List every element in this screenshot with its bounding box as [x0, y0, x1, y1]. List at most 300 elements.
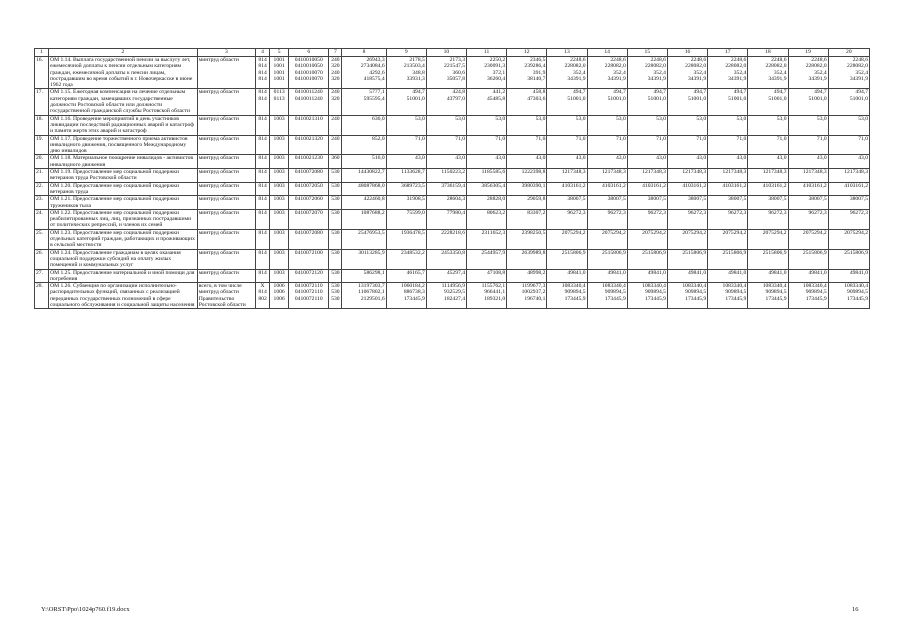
measure-description: ОМ 1.14. Выплата государственной пенсии за выслугу лет, ежемесячной доплаты к пенсии отдельным категориям граждан, ежемесячной доплаты к пенсии лицам, пострадавшим во время событий в г. Новочеркасске в июне 1962 года: [49, 57, 198, 89]
cell-value: 228082,0: [805, 63, 827, 70]
column-number: 14: [587, 49, 627, 57]
cell-value: 213503,4: [403, 63, 425, 70]
amount-cell: [426, 182, 466, 196]
amount-cell: [828, 135, 869, 155]
table-row: [35, 249, 870, 269]
cell-value: 96272,3: [849, 209, 868, 216]
table-row: [35, 115, 870, 135]
cell-value: 49841,0: [567, 269, 586, 276]
cell-value: 0410021230: [294, 155, 323, 162]
cell-value: 2515806,9: [722, 249, 747, 256]
cell-value: 0410072110: [294, 295, 323, 302]
cell-value: 494,7: [733, 89, 747, 96]
cell-value: 0410072070: [294, 209, 323, 216]
cell-value: 43,0: [575, 155, 586, 162]
amount-cell: [587, 57, 627, 89]
amount-cell: [708, 269, 748, 283]
cell-value: 424,8: [452, 89, 465, 96]
amount-cell: [342, 89, 386, 115]
cell-value: 230091,3: [484, 63, 506, 70]
cell-value: 43,0: [656, 155, 666, 162]
cell-value: 173445,9: [644, 295, 666, 302]
cell-value: 932529,5: [444, 289, 465, 296]
cell-value: 0113: [273, 89, 285, 96]
cell-value: 320: [331, 63, 340, 70]
cell-value: 3980390,1: [521, 182, 546, 189]
budget-code-cell: [329, 135, 342, 155]
cell-value: 2515806,9: [844, 249, 868, 256]
cell-value: 48087868,0: [358, 182, 385, 189]
cell-value: 71,0: [615, 135, 626, 142]
cell-value: 71,0: [656, 135, 666, 142]
cell-value: 96272,3: [687, 209, 707, 216]
responsible-executor: [197, 182, 255, 196]
cell-value: 46165,7: [406, 269, 425, 276]
cell-value: 49841,0: [607, 269, 626, 276]
cell-value: 1001: [273, 75, 285, 82]
amount-cell: [507, 57, 547, 89]
cell-value: 71,0: [455, 135, 465, 142]
budget-code-cell: [289, 209, 329, 229]
cell-value: 814: [258, 115, 267, 122]
cell-value: 352,4: [773, 69, 787, 76]
cell-value: 43,0: [615, 155, 626, 162]
column-number: 2: [49, 49, 198, 57]
amount-cell: [667, 155, 707, 169]
cell-value: 2228218,6: [441, 229, 465, 236]
executor-line: минтруд области: [198, 89, 239, 96]
cell-value: 26943,3: [366, 57, 385, 63]
amount-cell: [386, 209, 426, 229]
amount-cell: [667, 229, 707, 249]
amount-cell: [342, 57, 386, 89]
cell-value: 0410021310: [294, 115, 323, 122]
amount-cell: [467, 182, 507, 196]
cell-value: 1217348,3: [802, 169, 827, 176]
budget-code-cell: [289, 89, 329, 115]
amount-cell: [587, 249, 627, 269]
cell-value: 418575,4: [363, 75, 385, 82]
cell-value: 494,7: [572, 89, 586, 96]
cell-value: 228082,0: [765, 63, 787, 70]
cell-value: 4292,6: [369, 69, 385, 76]
amount-cell: [386, 57, 426, 89]
budget-code-cell: [289, 269, 329, 283]
cell-value: 0410072110: [294, 289, 323, 296]
cell-value: 14430822,7: [358, 169, 385, 176]
cell-value: 48998,2: [527, 269, 546, 276]
amount-cell: [507, 229, 547, 249]
table-row: [35, 269, 870, 283]
cell-value: 240: [331, 135, 340, 142]
cell-value: 2453350,8: [441, 249, 465, 256]
cell-value: 1133628,7: [401, 169, 425, 176]
cell-value: 2075294,2: [844, 229, 868, 236]
amount-cell: [587, 283, 627, 309]
cell-value: 182427,4: [444, 295, 465, 302]
cell-value: 96272,3: [647, 209, 666, 216]
budget-code-cell: [289, 196, 329, 210]
cell-value: 814: [258, 57, 267, 63]
amount-cell: [547, 182, 587, 196]
cell-value: 173445,9: [604, 295, 626, 302]
cell-value: 173445,9: [564, 295, 586, 302]
cell-value: 2075294,2: [802, 229, 827, 236]
budget-code-cell: [289, 283, 329, 309]
cell-value: 3736159,4: [441, 182, 465, 189]
row-number: 26.: [35, 249, 49, 269]
column-number: 7: [329, 49, 342, 57]
cell-value: 1003: [273, 115, 285, 122]
cell-value: 4103161,2: [802, 182, 827, 189]
cell-value: 2075294,2: [642, 229, 666, 236]
amount-cell: [708, 169, 748, 183]
amount-cell: [426, 89, 466, 115]
column-number: 17: [708, 49, 748, 57]
cell-value: 494,7: [814, 89, 827, 96]
cell-value: 0410072110: [294, 283, 323, 290]
cell-value: 636,0: [372, 115, 385, 122]
cell-value: 530: [331, 196, 340, 203]
cell-value: 38007,5: [728, 196, 747, 203]
budget-code-cell: [329, 57, 342, 89]
amount-cell: [547, 115, 587, 135]
cell-value: 173445,9: [847, 295, 868, 302]
amount-cell: [547, 155, 587, 169]
executor-line: минтруд области: [198, 115, 239, 122]
amount-cell: [748, 269, 788, 283]
executor-line: минтруд области: [198, 135, 239, 142]
cell-value: 1155762,1: [481, 283, 506, 290]
amount-cell: [386, 115, 426, 135]
budget-code-cell: [329, 182, 342, 196]
amount-cell: [587, 196, 627, 210]
cell-value: 43,0: [455, 155, 465, 162]
cell-value: 1185585,6: [481, 169, 506, 176]
amount-cell: [426, 57, 466, 89]
measure-description: ОМ 1.15. Ежегодная компенсация на лечение отдельным категориям граждан, замещавших государственные должности Ростовской области или должности государственной гражданской службы Ростовской области: [49, 89, 198, 115]
cell-value: 38007,5: [808, 196, 827, 203]
cell-value: 0410072060: [294, 196, 323, 203]
amount-cell: [386, 89, 426, 115]
cell-value: 852,0: [372, 135, 385, 142]
cell-value: 814: [258, 249, 267, 256]
cell-value: 38007,5: [607, 196, 626, 203]
amount-cell: [426, 135, 466, 155]
cell-value: 814: [258, 229, 267, 236]
amount-cell: [828, 229, 869, 249]
executor-line: минтруд области: [198, 169, 239, 176]
cell-value: 1217348,3: [682, 169, 707, 176]
table-row: [35, 169, 870, 183]
amount-cell: [507, 89, 547, 115]
row-number: 25.: [35, 229, 49, 249]
cell-value: 1003: [273, 269, 285, 276]
cell-value: 49841,0: [768, 269, 787, 276]
amount-cell: [828, 169, 869, 183]
cell-value: 38007,5: [687, 196, 707, 203]
cell-value: 966441,1: [484, 289, 506, 296]
executor-line: минтруд области: [198, 289, 239, 296]
cell-value: 352,4: [572, 69, 586, 76]
cell-value: 51001,0: [647, 95, 666, 102]
cell-value: 43,0: [858, 155, 868, 162]
cell-value: 228082,0: [685, 63, 707, 70]
budget-code-cell: [256, 209, 270, 229]
measure-description: ОМ 1.26. Субвенция по организации исполнительно-распорядительных функций, связанных с реализацией переданных государственных полномочий в сфере социального обслуживания и социальной защиты населения: [49, 283, 198, 309]
cell-value: 886738,3: [403, 289, 425, 296]
cell-value: 1006: [273, 289, 285, 296]
budget-code-cell: [289, 135, 329, 155]
cell-value: 71,0: [776, 135, 787, 142]
cell-value: 0410010070: [294, 75, 323, 82]
amount-cell: [507, 283, 547, 309]
cell-value: 0113: [273, 95, 285, 102]
cell-value: 530: [331, 283, 340, 290]
measure-description: ОМ 1.20. Предоставление мер социальной поддержки ветеранов труда: [49, 182, 198, 196]
amount-cell: [342, 115, 386, 135]
cell-value: 0410072080: [294, 169, 323, 176]
amount-cell: [748, 249, 788, 269]
amount-cell: [627, 155, 667, 169]
budget-code-cell: [256, 283, 270, 309]
responsible-executor: [197, 283, 255, 309]
cell-value: 2178,5: [409, 57, 425, 63]
budget-code-cell: [256, 155, 270, 169]
row-number: 28.: [35, 283, 49, 309]
budget-code-cell: [256, 169, 270, 183]
cell-value: 2515806,9: [561, 249, 586, 256]
amount-cell: [467, 269, 507, 283]
responsible-executor: [197, 89, 255, 115]
cell-value: 516,0: [372, 155, 385, 162]
measure-description: ОМ 1.17. Проведение торжественного приема активистов инвалидного движения, посвященного Международному дню инвалидов: [49, 135, 198, 155]
cell-value: 2248,6: [610, 57, 626, 63]
budget-code-cell: [329, 283, 342, 309]
cell-value: 586298,1: [363, 269, 385, 276]
cell-value: 814: [258, 289, 267, 296]
cell-value: 43,0: [776, 155, 787, 162]
amount-cell: [748, 182, 788, 196]
cell-value: 53,0: [816, 115, 827, 122]
budget-code-cell: [329, 209, 342, 229]
cell-value: 1001: [273, 69, 285, 76]
cell-value: 802: [258, 295, 267, 302]
row-number: 20.: [35, 155, 49, 169]
cell-value: 80623,2: [487, 209, 506, 216]
cell-value: 83307,2: [527, 209, 546, 216]
cell-value: 2639989,8: [521, 249, 546, 256]
amount-cell: [426, 115, 466, 135]
cell-value: 494,7: [773, 89, 787, 96]
amount-cell: [627, 115, 667, 135]
amount-cell: [748, 283, 788, 309]
row-number: 23.: [35, 196, 49, 210]
amount-cell: [788, 57, 828, 89]
amount-cell: [467, 115, 507, 135]
cell-value: 1083340,4: [762, 283, 787, 290]
amount-cell: [467, 169, 507, 183]
budget-code-cell: [329, 229, 342, 249]
amount-cell: [788, 196, 828, 210]
amount-cell: [386, 182, 426, 196]
cell-value: 494,7: [653, 89, 666, 96]
column-number: 3: [197, 49, 255, 57]
measure-description: ОМ 1.19. Предоставление мер социальной поддержки ветеранов труда Ростовской области: [49, 169, 198, 183]
amount-cell: [587, 269, 627, 283]
cell-value: 814: [258, 182, 267, 189]
row-number: 22.: [35, 182, 49, 196]
amount-cell: [708, 182, 748, 196]
cell-value: 4103161,2: [642, 182, 666, 189]
cell-value: 2515806,9: [682, 249, 707, 256]
executor-line: минтруд области: [198, 182, 239, 189]
cell-value: 320: [331, 95, 340, 102]
column-number: 15: [627, 49, 667, 57]
amount-cell: [748, 57, 788, 89]
cell-value: 47108,8: [487, 269, 506, 276]
responsible-executor: [197, 196, 255, 210]
amount-cell: [788, 209, 828, 229]
cell-value: 53,0: [455, 115, 465, 122]
cell-value: 96272,3: [728, 209, 747, 216]
amount-cell: [828, 209, 869, 229]
row-number: 16.: [35, 57, 49, 89]
amount-cell: [627, 209, 667, 229]
amount-cell: [788, 229, 828, 249]
amount-cell: [627, 135, 667, 155]
cell-value: 814: [258, 63, 267, 70]
budget-code-cell: [270, 196, 289, 210]
amount-cell: [708, 229, 748, 249]
row-number: 17.: [35, 89, 49, 115]
measure-description: ОМ 1.25. Предоставление материальной и иной помощи для погребения: [49, 269, 198, 283]
cell-value: 51001,0: [567, 95, 586, 102]
cell-value: 1150223,2: [441, 169, 465, 176]
amount-cell: [547, 135, 587, 155]
amount-cell: [426, 169, 466, 183]
responsible-executor: [197, 135, 255, 155]
cell-value: 1002937,2: [521, 289, 546, 296]
responsible-executor: [197, 115, 255, 135]
amount-cell: [708, 115, 748, 135]
cell-value: 530: [331, 209, 340, 216]
amount-cell: [342, 182, 386, 196]
amount-cell: [547, 283, 587, 309]
amount-cell: [748, 229, 788, 249]
amount-cell: [426, 196, 466, 210]
cell-value: 2311652,3: [481, 229, 506, 236]
budget-code-cell: [256, 249, 270, 269]
cell-value: 3856305,4: [481, 182, 506, 189]
table-row: [35, 155, 870, 169]
cell-value: 36260,4: [487, 75, 506, 82]
cell-value: 814: [258, 135, 267, 142]
executor-line: Правительство Ростовской области: [198, 295, 246, 308]
measure-description: ОМ 1.24. Предоставление гражданам в целях оказания социальной поддержки субсидий на оплату жилых помещений и коммунальных услуг: [49, 249, 198, 269]
cell-value: 96272,3: [567, 209, 586, 216]
column-number: 6: [289, 49, 329, 57]
cell-value: 1083340,4: [642, 283, 666, 290]
cell-value: 13197303,7: [358, 283, 385, 290]
column-number: 18: [748, 49, 788, 57]
budget-code-cell: [256, 269, 270, 283]
budget-code-cell: [256, 182, 270, 196]
amount-cell: [828, 155, 869, 169]
cell-value: 2248,6: [811, 57, 827, 63]
cell-value: 49841,0: [687, 269, 707, 276]
column-number: 20: [828, 49, 869, 57]
cell-value: 34391,9: [647, 75, 666, 82]
cell-value: 1003: [273, 169, 285, 176]
budget-code-cell: [289, 115, 329, 135]
column-number: 10: [426, 49, 466, 57]
amount-cell: [828, 89, 869, 115]
amount-cell: [627, 283, 667, 309]
cell-value: 530: [331, 169, 340, 176]
cell-value: 0410010050: [294, 57, 323, 63]
amount-cell: [507, 182, 547, 196]
column-number: 8: [342, 49, 386, 57]
cell-value: 530: [331, 182, 340, 189]
cell-value: 372,1: [492, 69, 506, 76]
cell-value: 0410072080: [294, 229, 323, 236]
amount-cell: [748, 135, 788, 155]
cell-value: 71,0: [696, 135, 707, 142]
cell-value: 1083340,4: [601, 283, 626, 290]
budget-code-cell: [270, 169, 289, 183]
amount-cell: [748, 155, 788, 169]
budget-code-cell: [329, 115, 342, 135]
amount-cell: [547, 249, 587, 269]
cell-value: 530: [331, 289, 340, 296]
amount-cell: [467, 249, 507, 269]
amount-cell: [587, 89, 627, 115]
amount-cell: [587, 169, 627, 183]
column-number: 4: [256, 49, 270, 57]
cell-value: 51001,0: [406, 95, 425, 102]
cell-value: 0410011240: [294, 95, 323, 102]
amount-cell: [748, 115, 788, 135]
cell-value: 49841,0: [647, 269, 666, 276]
cell-value: 360,6: [452, 69, 465, 76]
amount-cell: [386, 249, 426, 269]
cell-value: 909894,5: [765, 289, 787, 296]
amount-cell: [507, 269, 547, 283]
amount-cell: [828, 115, 869, 135]
amount-cell: [667, 196, 707, 210]
cell-value: 38007,5: [849, 196, 868, 203]
column-number: 12: [507, 49, 547, 57]
amount-cell: [627, 57, 667, 89]
amount-cell: [386, 135, 426, 155]
amount-cell: [507, 209, 547, 229]
cell-value: 33931,3: [406, 75, 425, 82]
cell-value: 2248,6: [570, 57, 586, 63]
amount-cell: [386, 229, 426, 249]
amount-cell: [507, 169, 547, 183]
amount-cell: [708, 283, 748, 309]
cell-value: 75599,0: [406, 209, 425, 216]
budget-code-cell: [270, 155, 289, 169]
cell-value: 51001,0: [728, 95, 747, 102]
amount-cell: [828, 283, 869, 309]
budget-code-cell: [270, 115, 289, 135]
cell-value: 814: [258, 155, 267, 162]
cell-value: 96272,3: [768, 209, 787, 216]
amount-cell: [828, 249, 869, 269]
cell-value: 909894,5: [805, 289, 827, 296]
